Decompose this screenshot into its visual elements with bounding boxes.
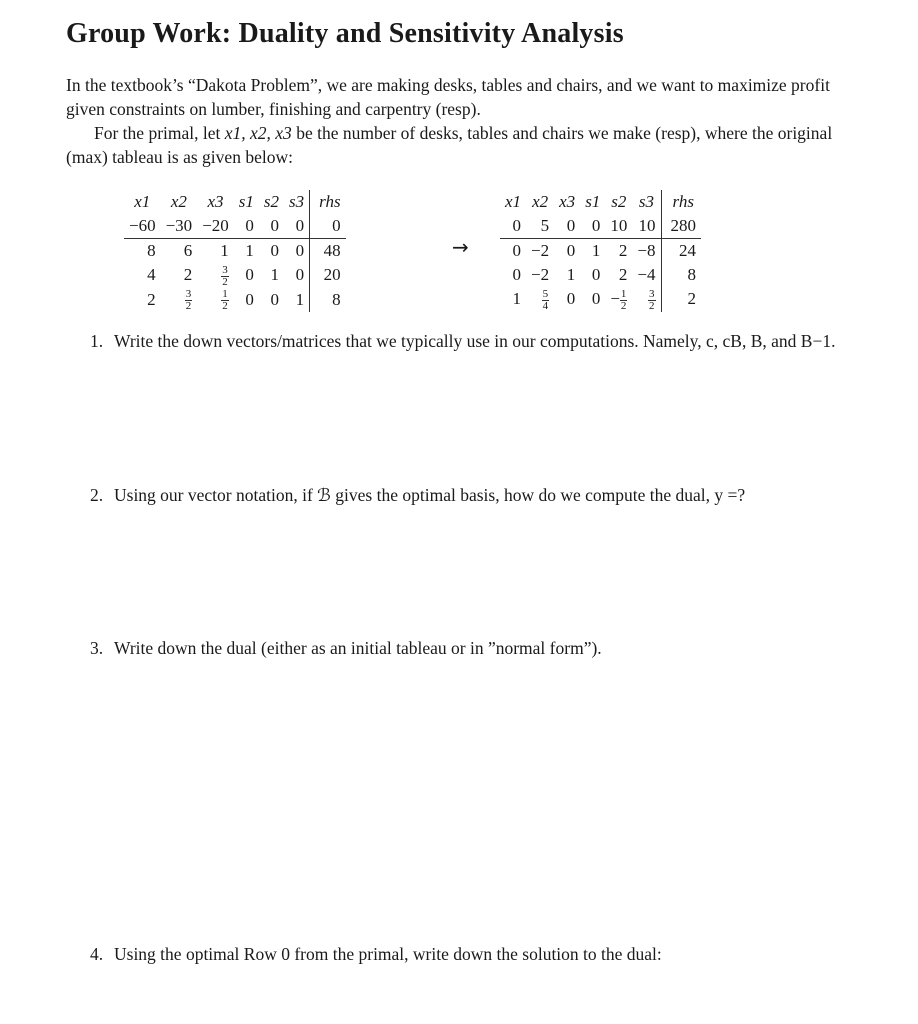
tableau-row (124, 214, 346, 239)
tableau-header-cell: s1 (238, 192, 254, 211)
tableau-row (500, 214, 701, 239)
tableau-cell: 2 (183, 265, 193, 285)
question-number: 4. (90, 944, 104, 964)
tableau-cell: 0 (566, 289, 576, 309)
intro-p2-vars: x1, x2, x3 (224, 123, 292, 143)
initial-tableau (124, 190, 346, 312)
tableau-header-cell: x2 (532, 192, 549, 211)
intro-p2-post: be the number of desks, tables and chairs we make (resp), where the original (max) tableau is as given below: (66, 123, 833, 167)
question-number: 3. (90, 638, 104, 658)
tableau-cell: 0 (270, 241, 280, 260)
tableau-cell: − $\frac{1}{2}$ (610, 287, 627, 312)
tableau-cell: 8 (310, 288, 346, 313)
tableau-cell: −8 (637, 241, 656, 260)
tableau-cell: 10 (605, 214, 632, 239)
tableau-cell: $\frac{3}{2}$ (222, 263, 228, 288)
tableau-cell: 2 (661, 287, 701, 312)
tableau-cell: 1 (220, 241, 229, 260)
tableau-row (124, 239, 346, 264)
tableau-header-row (124, 190, 346, 214)
tableau-cell: 0 (500, 214, 526, 239)
tableau-header-cell: s2 (263, 192, 280, 211)
tableau-cell: 2 (618, 265, 628, 284)
question-1 (90, 329, 850, 353)
page-title: Group Work: Duality and Sensitivity Analysis (66, 18, 624, 49)
tableau-cell: 0 (270, 289, 280, 309)
tableau-cell: −60 (124, 214, 161, 239)
question-number: 2. (90, 485, 104, 505)
tableau-row (500, 287, 701, 312)
intro-paragraph-2 (66, 121, 856, 169)
tableau-header-cell: x3 (207, 192, 224, 211)
tableau-row (124, 263, 346, 288)
question-2 (90, 483, 850, 507)
tableau-header-cell: s3 (289, 192, 305, 211)
tableau-cell: 0 (512, 265, 522, 284)
tableau-cell: 0 (234, 214, 259, 239)
final-tableau (500, 190, 701, 312)
tableau-header-cell: s2 (611, 192, 627, 211)
tableau-cell: 280 (661, 214, 701, 239)
tableau-header-cell: x1 (134, 192, 151, 211)
tableau-cell: 1 (512, 289, 522, 309)
tableau-cell: 0 (580, 214, 605, 239)
tableau-cell: 0 (295, 265, 305, 285)
tableau-header-cell: s1 (585, 192, 601, 211)
tableau-cell: 8 (147, 241, 156, 260)
question-text: Write the down vectors/matrices that we typically use in our computations. Namely, c, cB, B, and B−1. (114, 331, 836, 351)
tableau-cell: $\frac{3}{2}$ (649, 287, 655, 312)
intro-p2-pre: For the primal, let (94, 123, 225, 143)
tableau-cell: −30 (161, 214, 198, 239)
tableau-header-cell: rhs (661, 190, 701, 214)
tableau-cell: 1 (245, 241, 254, 260)
tableau-cell: $\frac{3}{2}$ (185, 288, 192, 313)
tableau-cell: 0 (259, 214, 284, 239)
tableau-row (500, 263, 701, 287)
transition-arrow: → (452, 235, 469, 259)
tableau-cell: 1 (295, 289, 305, 309)
tableau-cell: 0 (554, 214, 580, 239)
tableau-cell: −2 (531, 241, 550, 260)
question-3 (90, 636, 850, 660)
tableau-cell: 1 (270, 265, 280, 285)
tableau-cell: 2 (147, 289, 156, 309)
tableau-header-cell: x1 (505, 192, 522, 211)
tableau-cell: 8 (661, 263, 701, 287)
tableau-cell: 0 (566, 241, 576, 260)
question-4 (90, 942, 850, 966)
question-text: Using our vector notation, if ℬ gives the optimal basis, how do we compute the dual, y =? (114, 485, 746, 505)
tableau-cell: 0 (591, 265, 601, 284)
tableau-cell: 48 (310, 239, 346, 264)
tableau-cell: 0 (245, 265, 254, 285)
tableau-cell: $\frac{5}{4}$ (542, 287, 549, 312)
tableau-cell: −20 (197, 214, 234, 239)
tableau-header-row (500, 190, 701, 214)
tableau-cell: 0 (591, 289, 601, 309)
tableau-cell: 4 (147, 265, 156, 285)
tableau-cell: 1 (566, 265, 576, 284)
tableau-cell: 1 (591, 241, 601, 260)
tableau-header-cell: x2 (170, 192, 187, 211)
tableau-cell: 0 (245, 289, 254, 309)
tableau-cell: 24 (661, 239, 701, 264)
tableau-cell: 5 (526, 214, 554, 239)
tableau-cell: $\frac{1}{2}$ (222, 288, 228, 313)
tableau-header-cell: rhs (310, 190, 346, 214)
tableau-cell: 0 (284, 214, 310, 239)
tableau-cell: 6 (183, 241, 193, 260)
question-text: Write down the dual (either as an initial tableau or in ”normal form”). (114, 638, 602, 658)
tableau-cell: 2 (618, 241, 628, 260)
tableau-header-cell: x3 (559, 192, 576, 211)
tableau-row (124, 288, 346, 313)
tableau-cell: 0 (512, 241, 522, 260)
tableau-cell: −4 (637, 265, 656, 284)
tableau-cell: 10 (632, 214, 661, 239)
tableau-row (500, 239, 701, 264)
tableau-cell: 20 (310, 263, 346, 288)
question-number: 1. (90, 331, 104, 351)
tableau-header-cell: s3 (638, 192, 655, 211)
question-text: Using the optimal Row 0 from the primal, write down the solution to the dual: (114, 944, 662, 964)
tableau-cell: −2 (531, 265, 550, 284)
tableau-cell: 0 (310, 214, 346, 239)
tableau-cell: 0 (295, 241, 305, 260)
intro-paragraph-1: In the textbook’s “Dakota Problem”, we are making desks, tables and chairs, and we want to maximize profit given constraints on lumber, finishing and carpentry (resp). (66, 75, 830, 119)
